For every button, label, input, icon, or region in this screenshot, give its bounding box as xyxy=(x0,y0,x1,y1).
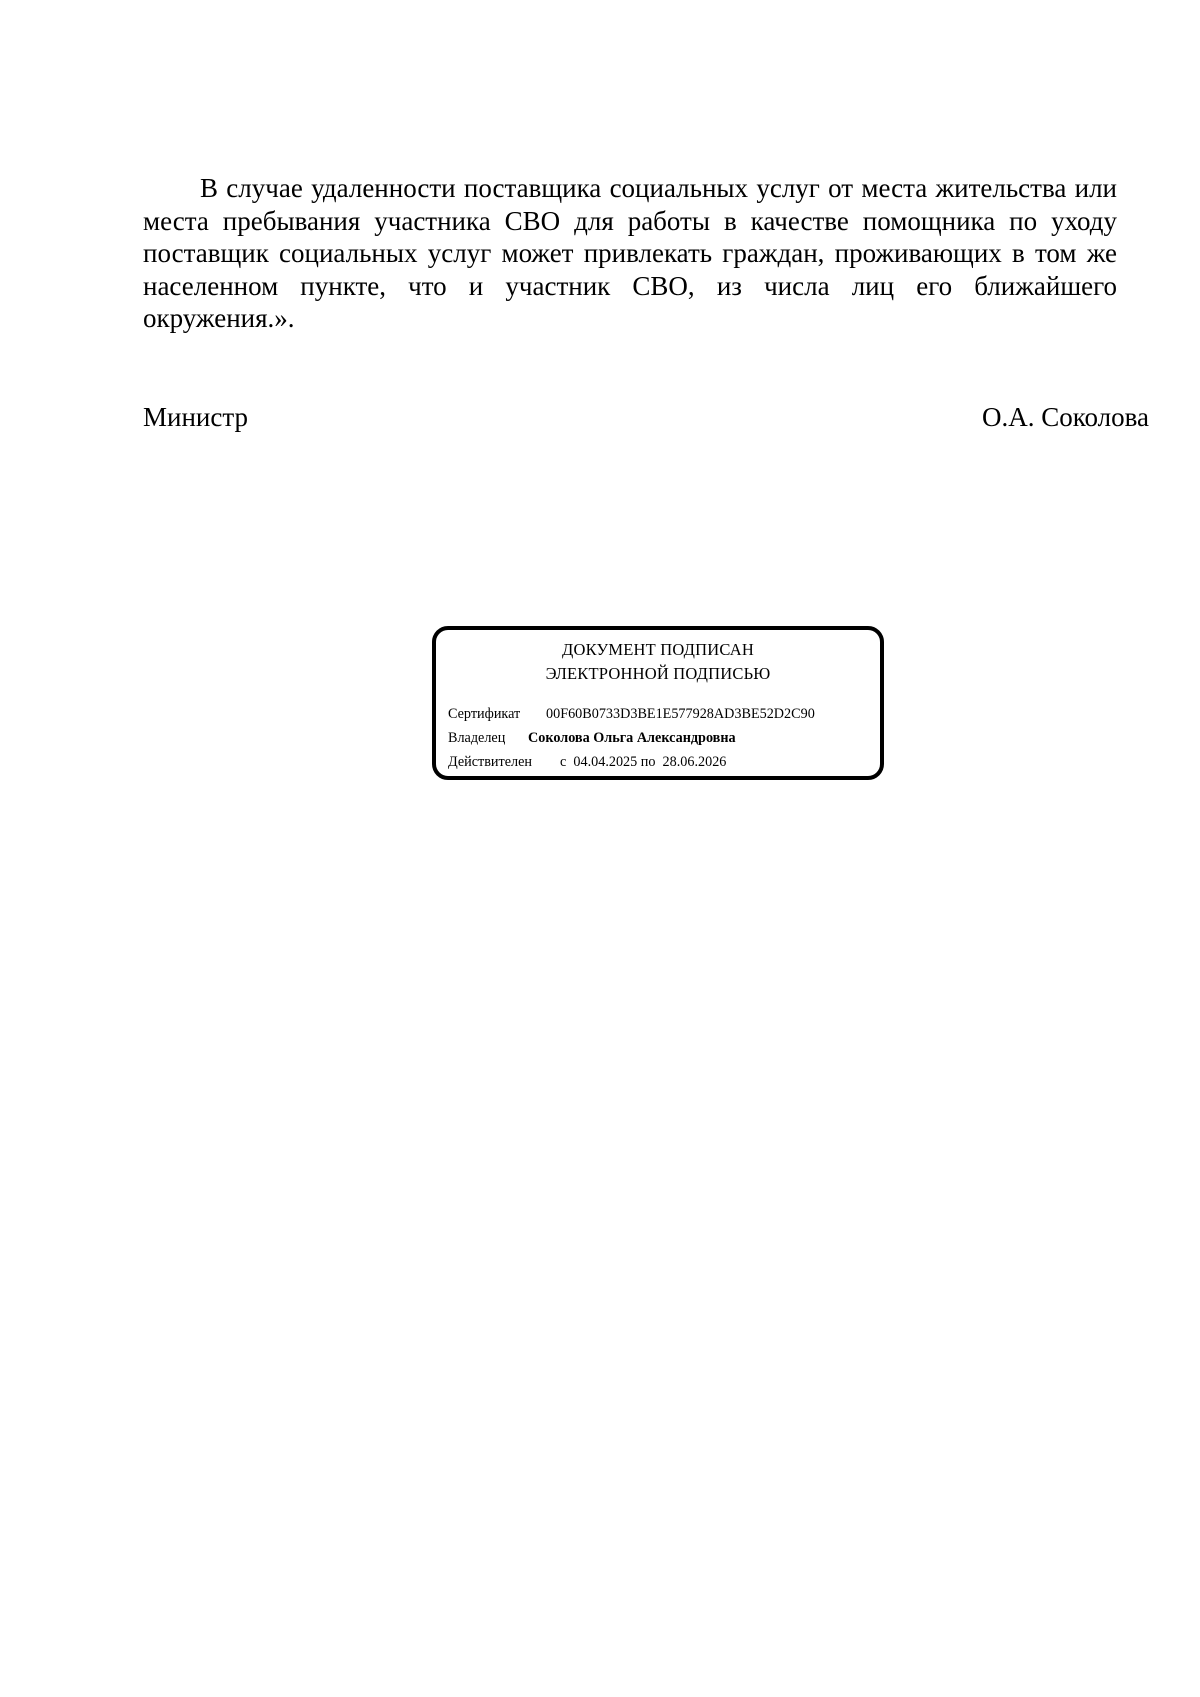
body-paragraph: В случае удаленности поставщика социальных услуг от места жительства или места пребывания участника СВО для работы в качестве помощника по уходу поставщик социальных услуг может привлекать граждан, проживающих в том же населенном пункте, что и участник СВО, из числа лиц его ближайшего окружения.». xyxy=(143,173,1117,334)
certificate-label: Сертификат xyxy=(448,706,521,722)
stamp-title-line-1: ДОКУМЕНТ ПОДПИСАН xyxy=(562,640,754,659)
stamp-title xyxy=(436,638,880,686)
stamp-certificate-row xyxy=(448,702,872,726)
electronic-signature-stamp xyxy=(432,626,884,780)
stamp-details xyxy=(448,702,872,774)
owner-value: Соколова Ольга Александровна xyxy=(528,730,736,746)
validity-label: Действителен xyxy=(448,754,532,770)
stamp-title-line-2: ЭЛЕКТРОННОЙ ПОДПИСЬЮ xyxy=(545,664,771,683)
validity-value: с 04.04.2025 по 28.06.2026 xyxy=(560,754,727,770)
certificate-value: 00F60B0733D3BE1E577928AD3BE52D2C90 xyxy=(546,706,815,722)
stamp-owner-row xyxy=(448,726,872,750)
signatory-name: О.А. Соколова xyxy=(982,402,1149,432)
signatory-position: Министр xyxy=(143,402,248,432)
stamp-validity-row xyxy=(448,750,872,774)
owner-label: Владелец xyxy=(448,730,506,746)
signature-block xyxy=(143,400,1149,434)
